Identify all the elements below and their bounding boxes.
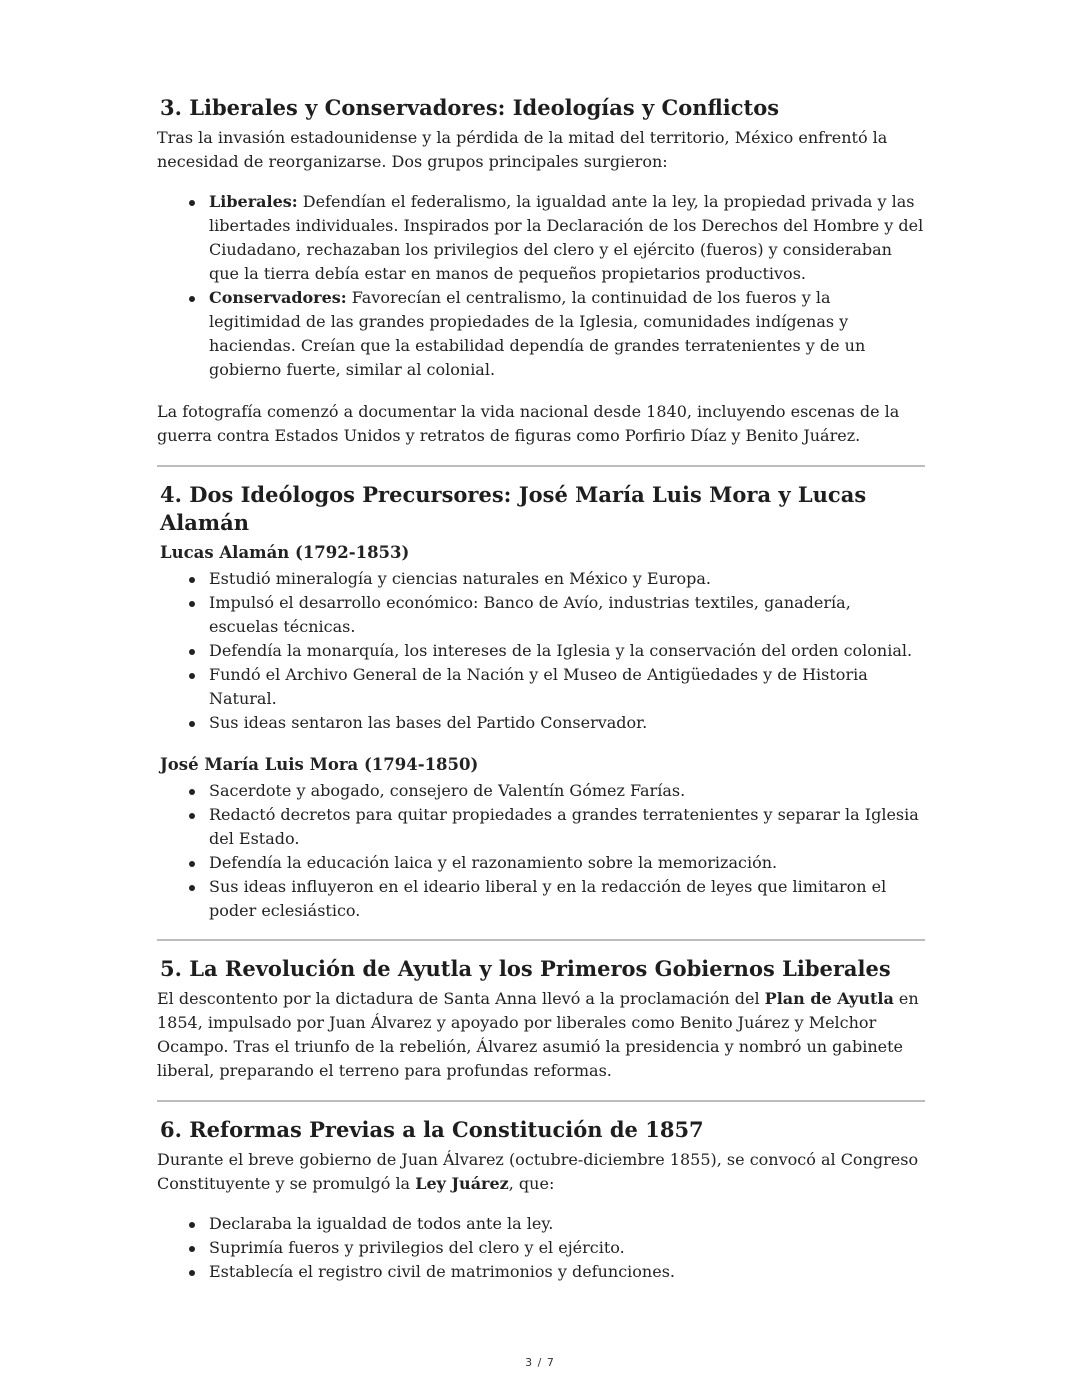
document-page xyxy=(157,94,925,1284)
section-heading: 6. Reformas Previas a la Constitución de 1857 xyxy=(160,1117,704,1142)
subheading: José María Luis Mora (1794-1850) xyxy=(160,755,479,774)
paragraph xyxy=(157,1148,925,1196)
list-item xyxy=(209,190,925,286)
text: El descontento por la dictadura de Santa Anna llevó a la proclamación del xyxy=(157,989,765,1008)
section-6 xyxy=(157,1116,925,1284)
section-heading: 3. Liberales y Conservadores: Ideologías y Conflictos xyxy=(160,95,780,120)
section-5 xyxy=(157,955,925,1083)
bullet-list xyxy=(157,1212,925,1284)
list-item: Sacerdote y abogado, consejero de Valentín Gómez Farías. xyxy=(209,779,925,803)
list-item: Defendía la monarquía, los intereses de la Iglesia y la conservación del orden colonial. xyxy=(209,639,925,663)
list-item: Suprimía fueros y privilegios del clero y el ejército. xyxy=(209,1236,925,1260)
bullet-list xyxy=(157,779,925,923)
list-item: Sus ideas sentaron las bases del Partido Conservador. xyxy=(209,711,925,735)
list-item: Sus ideas influyeron en el ideario liberal y en la redacción de leyes que limitaron el poder eclesiástico. xyxy=(209,875,925,923)
section-heading: 5. La Revolución de Ayutla y los Primeros Gobiernos Liberales xyxy=(160,956,891,981)
divider xyxy=(157,465,925,467)
subheading: Lucas Alamán (1792-1853) xyxy=(160,543,410,562)
term: Liberales: xyxy=(209,192,298,211)
bullet-list xyxy=(157,190,925,382)
divider xyxy=(157,1100,925,1102)
list-item xyxy=(209,286,925,382)
divider xyxy=(157,939,925,941)
definition: Defendían el federalismo, la igualdad ante la ley, la propiedad privada y las libertades individuales. Inspirados por la Declaración de los Derechos del Hombre y del Ciudadano, rechazaban los privilegios del clero y el ejército (fueros) y consideraban que la tierra debía estar en manos de pequeños propietarios productivos. xyxy=(209,192,924,283)
definition: Favorecían el centralismo, la continuidad de los fueros y la legitimidad de las grandes propiedades de la Iglesia, comunidades indígenas y haciendas. Creían que la estabilidad dependía de grandes terratenientes y de un gobierno fuerte, similar al colonial. xyxy=(209,288,866,379)
paragraph: La fotografía comenzó a documentar la vida nacional desde 1840, incluyendo escenas de la guerra contra Estados Unidos y retratos de figuras como Porfirio Díaz y Benito Juárez. xyxy=(157,402,900,445)
list-item: Defendía la educación laica y el razonamiento sobre la memorización. xyxy=(209,851,925,875)
bullet-list xyxy=(157,567,925,735)
section-heading: 4. Dos Ideólogos Precursores: José María Luis Mora y Lucas Alamán xyxy=(160,482,867,535)
section-4 xyxy=(157,481,925,923)
list-item: Impulsó el desarrollo económico: Banco de Avío, industrias textiles, ganadería, escuelas técnicas. xyxy=(209,591,925,639)
list-item: Redactó decretos para quitar propiedades a grandes terratenientes y separar la Iglesia del Estado. xyxy=(209,803,925,851)
text: en 1854, impulsado por Juan Álvarez y apoyado por liberales como Benito Juárez y Melchor Ocampo. Tras el triunfo de la rebelión, Álvarez asumió la presidencia y nombró un gabinete liberal, preparando el terreno para profundas reformas. xyxy=(157,989,919,1080)
page-number: 3 / 7 xyxy=(525,1356,555,1369)
paragraph: Tras la invasión estadounidense y la pérdida de la mitad del territorio, México enfrentó la necesidad de reorganizarse. Dos grupos principales surgieron: xyxy=(157,128,888,171)
list-item: Fundó el Archivo General de la Nación y el Museo de Antigüedades y de Historia Natural. xyxy=(209,663,925,711)
bold-text: Plan de Ayutla xyxy=(764,989,894,1008)
list-item: Estudió mineralogía y ciencias naturales en México y Europa. xyxy=(209,567,925,591)
text: Durante el breve gobierno de Juan Álvarez (octubre-diciembre 1855), se convocó al Congreso Constituyente y se promulgó la xyxy=(157,1150,919,1193)
paragraph xyxy=(157,987,925,1083)
list-item: Establecía el registro civil de matrimonios y defunciones. xyxy=(209,1260,925,1284)
text: , que: xyxy=(508,1174,555,1193)
section-3 xyxy=(157,94,925,448)
list-item: Declaraba la igualdad de todos ante la ley. xyxy=(209,1212,925,1236)
term: Conservadores: xyxy=(209,288,347,307)
bold-text: Ley Juárez xyxy=(415,1174,509,1193)
